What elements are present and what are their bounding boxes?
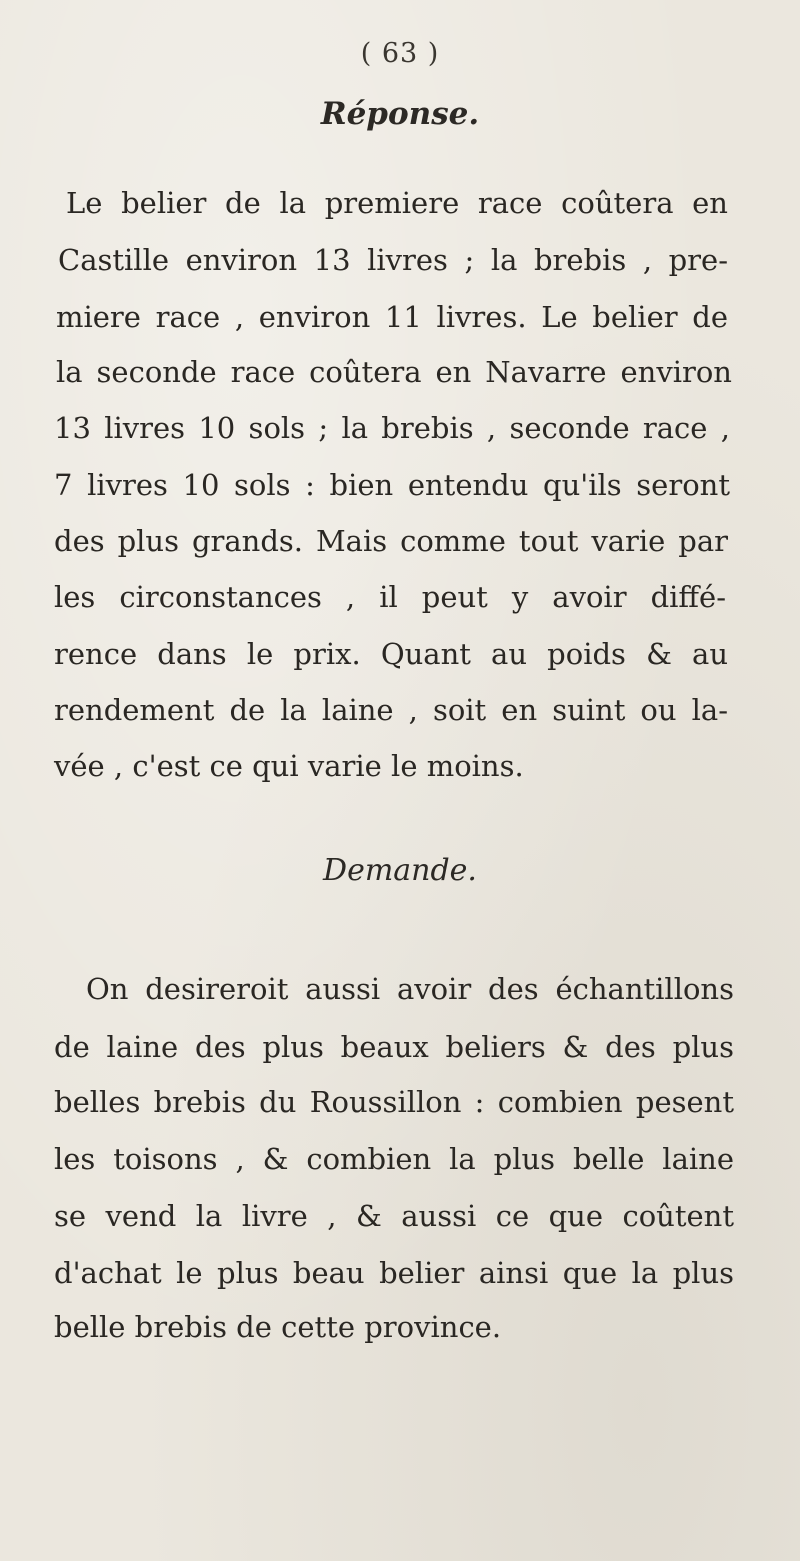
reponse-heading: Réponse.: [320, 96, 480, 132]
reponse-line: 7 livres 10 sols : bien entendu qu'ils seront: [54, 468, 730, 502]
reponse-line: rence dans le prix. Quant au poids & au: [54, 637, 728, 671]
demande-line: belles brebis du Roussillon : combien pesent: [54, 1085, 734, 1119]
reponse-line: la seconde race coûtera en Navarre environ: [56, 355, 732, 389]
reponse-line: vée , c'est ce qui varie le moins.: [54, 749, 524, 783]
reponse-line: Le belier de la premiere race coûtera en: [66, 186, 728, 220]
demande-line: de laine des plus beaux beliers & des plus: [54, 1030, 734, 1064]
reponse-line: les circonstances , il peut y avoir diffé-: [54, 580, 726, 614]
reponse-line: Castille environ 13 livres ; la brebis , pre-: [58, 243, 728, 277]
demande-line: les toisons , & combien la plus belle laine: [54, 1142, 734, 1176]
demande-heading: Demande.: [323, 853, 477, 888]
reponse-line: 13 livres 10 sols ; la brebis , seconde race ,: [54, 411, 730, 445]
reponse-line: rendement de la laine , soit en suint ou la-: [54, 693, 728, 727]
demande-line: d'achat le plus beau belier ainsi que la plus: [54, 1256, 734, 1290]
reponse-line: miere race , environ 11 livres. Le belier de: [56, 300, 728, 334]
demande-line: se vend la livre , & aussi ce que coûtent: [54, 1199, 734, 1233]
reponse-line: des plus grands. Mais comme tout varie par: [54, 524, 728, 558]
demande-line: belle brebis de cette province.: [54, 1310, 502, 1344]
page-number: ( 63 ): [360, 38, 440, 69]
demande-line: On desireroit aussi avoir des échantillons: [86, 972, 734, 1006]
